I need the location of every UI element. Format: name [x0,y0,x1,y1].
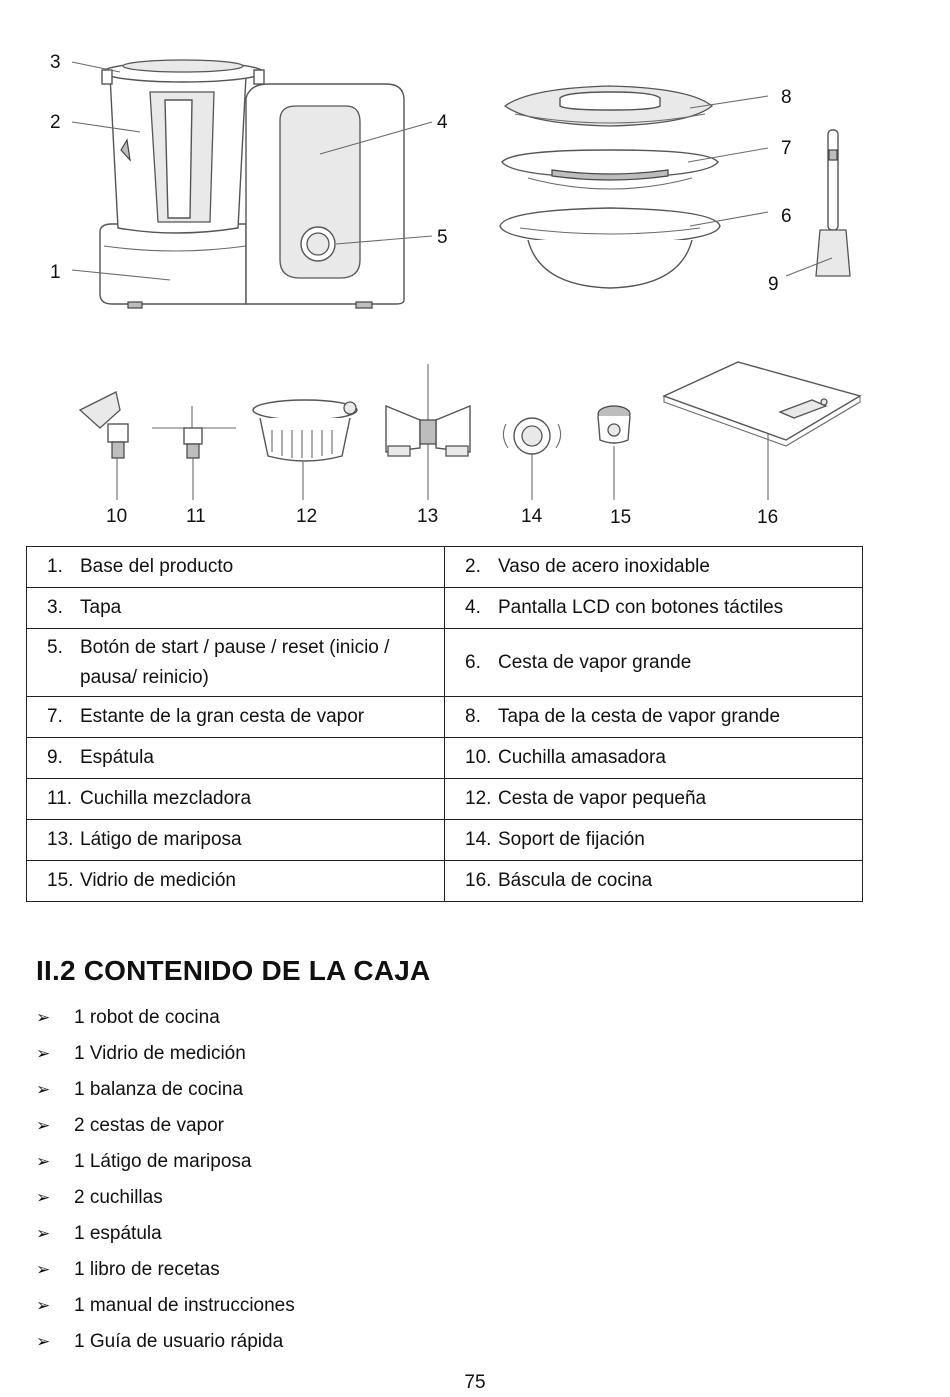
table-row [27,779,863,820]
arrow-bullet-icon: ➢ [36,1224,51,1243]
callout-5: 5 [437,227,448,248]
arrow-bullet-icon: ➢ [36,1296,51,1315]
list-item [36,1108,295,1144]
list-item [36,1216,295,1252]
section-heading: II.2 CONTENIDO DE LA CAJA [36,955,431,986]
item-number: 8. [465,706,481,727]
box-contents-list [36,1000,295,1360]
arrow-bullet-icon: ➢ [36,1152,51,1171]
table-row [27,697,863,738]
product-illustration [0,0,950,540]
item-number: 16. [465,870,492,891]
callout-11: 11 [186,506,206,527]
item-number: 1. [47,556,63,577]
item-label: Tapa [80,597,122,618]
item-number: 3. [47,597,63,618]
table-row [27,629,863,697]
arrow-bullet-icon: ➢ [36,1260,51,1279]
callout-12: 12 [296,506,318,527]
callout-10: 10 [106,506,128,527]
table-cell [445,588,863,629]
callout-9: 9 [768,274,779,295]
item-label: Tapa de la cesta de vapor grande [498,706,781,727]
item-label: Soport de fijación [498,829,645,850]
list-item [36,1072,295,1108]
item-label: Cuchilla mezcladora [80,788,252,809]
kneading-blade-drawing [80,392,128,458]
table-row [27,738,863,779]
arrow-bullet-icon: ➢ [36,1080,51,1099]
arrow-bullet-icon: ➢ [36,1188,51,1207]
item-number: 6. [465,651,481,673]
item-label: Botón de start / pause / reset (inicio / pausa/ reinicio) [80,636,390,688]
list-item [36,1144,295,1180]
steam-basket-drawing [500,208,720,288]
table-cell [445,738,863,779]
list-item [36,1324,295,1360]
item-number: 11. [47,788,73,809]
item-label: Cesta de vapor grande [498,651,692,673]
list-item-label: 2 cuchillas [74,1187,163,1208]
callout-3: 3 [50,52,61,73]
list-item-label: 1 manual de instrucciones [74,1295,295,1316]
arrow-bullet-icon: ➢ [36,1332,51,1351]
table-cell [445,779,863,820]
list-item [36,1252,295,1288]
steam-lid-drawing [505,86,712,126]
item-number: 12. [465,788,492,809]
item-label: Base del producto [80,556,234,577]
list-item-label: 1 libro de recetas [74,1259,220,1280]
item-number: 13. [47,829,74,850]
item-label: Vaso de acero inoxidable [498,556,710,577]
item-number: 14. [465,829,492,850]
table-cell [445,547,863,588]
item-number: 2. [465,556,481,577]
table-cell [27,738,445,779]
item-label: Pantalla LCD con botones táctiles [498,597,784,618]
callout-1: 1 [50,262,61,283]
item-label: Látigo de mariposa [80,829,242,850]
table-cell [27,629,445,697]
table-cell [27,588,445,629]
arrow-bullet-icon: ➢ [36,1044,51,1063]
measuring-cup-drawing [598,406,630,443]
list-item [36,1000,295,1036]
item-number: 10. [465,747,492,768]
list-item [36,1180,295,1216]
callout-16: 16 [757,507,779,528]
spatula-drawing [816,130,850,276]
callout-14: 14 [521,506,543,527]
list-item-label: 1 espátula [74,1223,162,1244]
item-number: 9. [47,747,63,768]
callout-6: 6 [781,206,792,227]
item-label: Báscula de cocina [498,870,653,891]
table-cell [445,629,863,697]
table-cell [27,861,445,902]
table-cell [445,820,863,861]
callout-7: 7 [781,138,792,159]
machine-body-drawing [246,84,404,308]
machine-base-drawing [100,224,246,308]
page-number: 75 [464,1372,486,1393]
callout-13: 13 [417,506,439,527]
callout-4: 4 [437,112,448,133]
parts-table [26,546,863,902]
table-cell [27,820,445,861]
list-item-label: 1 robot de cocina [74,1007,220,1028]
table-row [27,547,863,588]
table-row [27,588,863,629]
list-item-label: 1 balanza de cocina [74,1079,244,1100]
item-number: 4. [465,597,481,618]
list-item-label: 1 Guía de usuario rápida [74,1331,284,1352]
table-cell [27,697,445,738]
item-number: 7. [47,706,63,727]
table-cell [445,861,863,902]
item-label: Estante de la gran cesta de vapor [80,706,365,727]
arrow-bullet-icon: ➢ [36,1008,51,1027]
item-number: 15. [47,870,74,891]
list-item-label: 2 cestas de vapor [74,1115,224,1136]
list-item [36,1036,295,1072]
item-label: Espátula [80,747,154,768]
fixing-support-drawing [503,418,560,454]
item-label: Vidrio de medición [80,870,236,891]
item-label: Cuchilla amasadora [498,747,666,768]
item-label: Cesta de vapor pequeña [498,788,707,809]
arrow-bullet-icon: ➢ [36,1116,51,1135]
list-item-label: 1 Látigo de mariposa [74,1151,252,1172]
list-item [36,1288,295,1324]
butterfly-whisk-drawing [386,364,470,456]
item-number: 5. [47,636,63,658]
table-row [27,820,863,861]
callout-8: 8 [781,87,792,108]
callout-2: 2 [50,112,61,133]
table-cell [445,697,863,738]
table-cell [27,547,445,588]
small-basket-drawing [253,400,357,461]
table-cell [27,779,445,820]
kitchen-scale-drawing [664,362,860,446]
mixing-blade-drawing [152,406,236,458]
steam-rack-drawing [502,150,718,189]
callout-15: 15 [610,507,632,528]
table-row [27,861,863,902]
list-item-label: 1 Vidrio de medición [74,1043,246,1064]
jug-drawing [102,60,264,233]
